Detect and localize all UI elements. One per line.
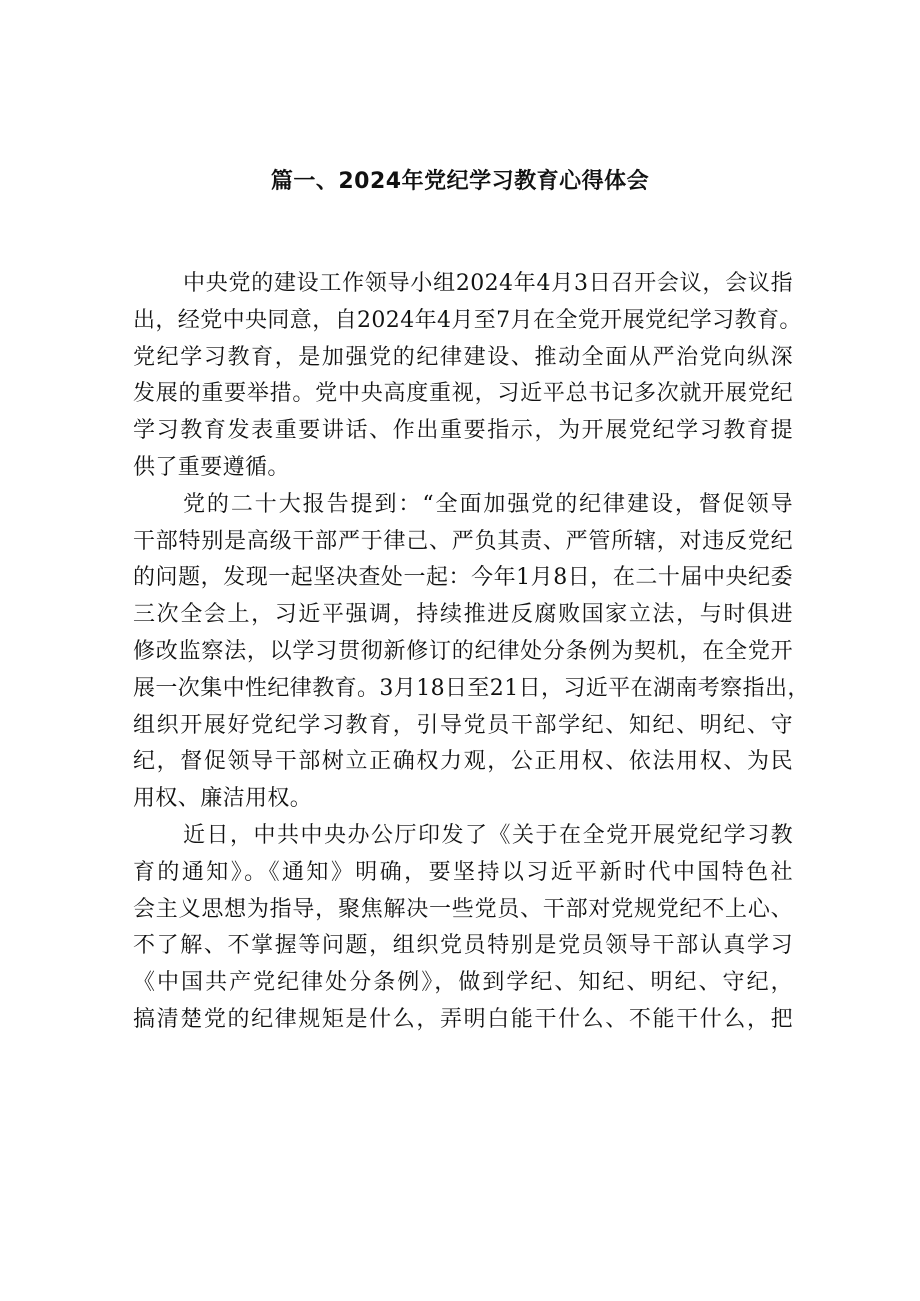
document-title: 篇一、2024年党纪学习教育心得体会	[270, 169, 650, 194]
paragraph-1-line-3: 党纪学习教育，是加强党的纪律建设、推动全面从严治党向纵深	[133, 344, 793, 370]
paragraph-2-line-2: 干部特别是高级干部严于律己、严负其责、严管所辖，对违反党纪	[133, 528, 793, 554]
paragraph-3-line-2: 育的通知》。《通知》明确，要坚持以习近平新时代中国特色社	[133, 859, 793, 885]
paragraph-2-line-4: 三次全会上，习近平强调，持续推进反腐败国家立法，与时俱进	[133, 602, 793, 628]
paragraph-3-line-5: 《中国共产党纪律处分条例》，做到学纪、知纪、明纪、守纪，	[133, 970, 793, 996]
paragraph-1-line-5: 学习教育发表重要讲话、作出重要指示，为开展党纪学习教育提	[133, 418, 793, 444]
paragraph-1-line-2: 出，经党中央同意，自2024年4月至7月在全党开展党纪学习教育。	[133, 307, 802, 333]
paragraph-2-line-9: 用权、廉洁用权。	[133, 786, 313, 812]
paragraph-2-line-6: 展一次集中性纪律教育。3月18日至21日，习近平在湖南考察指出，	[133, 675, 810, 701]
paragraph-1-line-1: 中央党的建设工作领导小组2024年4月3日召开会议，会议指	[183, 271, 793, 296]
paragraph-2-line-1: 党的二十大报告提到：“全面加强党的纪律建设，督促领导	[183, 491, 793, 517]
paragraph-2-line-8: 纪，督促领导干部树立正确权力观，公正用权、依法用权、为民	[133, 749, 793, 775]
paragraph-1-line-4: 发展的重要举措。党中央高度重视，习近平总书记多次就开展党纪	[133, 381, 793, 407]
document-body	[133, 266, 810, 1039]
paragraph-3-line-4: 不了解、不掌握等问题，组织党员特别是党员领导干部认真学习	[133, 933, 793, 959]
paragraph-3-line-6: 搞清楚党的纪律规矩是什么，弄明白能干什么、不能干什么，把	[133, 1006, 793, 1032]
paragraph-2-line-5: 修改监察法，以学习贯彻新修订的纪律处分条例为契机，在全党开	[133, 638, 793, 664]
paragraph-1-line-6: 供了重要遵循。	[133, 454, 290, 480]
paragraph-2-line-7: 组织开展好党纪学习教育，引导党员干部学纪、知纪、明纪、守	[133, 712, 793, 738]
paragraph-3-line-3: 会主义思想为指导，聚焦解决一些党员、干部对党规党纪不上心、	[133, 896, 793, 922]
paragraph-2-line-3: 的问题，发现一起坚决查处一起：今年1月8日，在二十届中央纪委	[133, 565, 793, 591]
paragraph-3-line-1: 近日，中共中央办公厅印发了《关于在全党开展党纪学习教	[183, 822, 793, 848]
